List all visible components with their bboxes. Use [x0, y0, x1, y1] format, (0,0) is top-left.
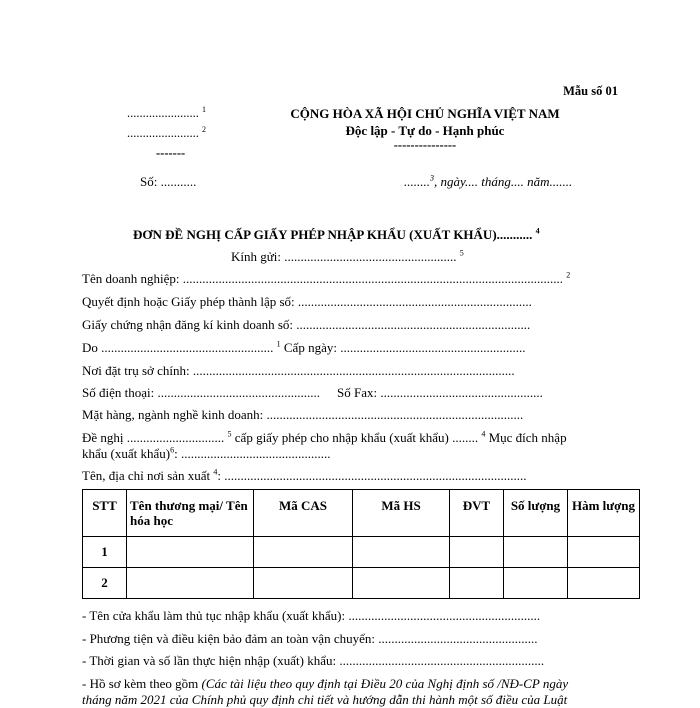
form-number: Mẫu số 01: [563, 84, 618, 98]
table-row: [83, 568, 640, 599]
table-cell: [504, 537, 568, 568]
row-number: 2: [83, 568, 127, 599]
document-number: Số: ...........: [140, 174, 197, 189]
form-title: ĐƠN ĐỀ NGHỊ CẤP GIẤY PHÉP NHẬP KHẨU (XUẤT KHẨU)........... $^4$: [133, 226, 540, 242]
table-cell: [353, 568, 450, 599]
country-name: CỘNG HÒA XÃ HỘI CHỦ NGHĨA VIỆT NAM: [290, 106, 560, 121]
header-trade-name: Tên thương mại/ Tên hóa học: [127, 490, 254, 537]
chemical-table: [82, 489, 640, 599]
attachments-note-continued: tháng năm 2021 của Chính phủ quy định chi tiết và hướng dẫn thi hành một số điều của Luật: [82, 692, 568, 707]
certificate-field: Giấy chứng nhận đăng kí kinh doanh số: ........................................................................: [82, 317, 531, 332]
table-cell: [254, 568, 353, 599]
table-cell: [127, 568, 254, 599]
header-left-dash: -------: [156, 146, 186, 160]
phone-field: Số điện thoại: ..................................................: [82, 385, 320, 400]
address-field: Nơi đặt trụ sở chính: ...................................................................................................: [82, 363, 515, 378]
request-field: Đề nghị .............................. $^5$ cấp giấy phép cho nhập khẩu (xuất khẩu) ........ $^4$ Mục đích nhập: [82, 429, 567, 445]
table-cell: [254, 537, 353, 568]
header-quantity: Số lượng: [504, 490, 568, 537]
recipient: Kính gửi: ..................................................... $^5$: [231, 248, 464, 264]
company-name-field: Tên doanh nghiệp: ..................................................................................................................... $^2$: [82, 270, 571, 286]
table-cell: [568, 537, 640, 568]
header-left-line2: ....................... $^2$: [127, 124, 206, 140]
attachments-note: - Hồ sơ kèm theo gồm (Các tài liệu theo quy định tại Điều 20 của Nghị định số /NĐ-CP ngày: [82, 676, 569, 691]
header-left-line1: ....................... $^1$: [127, 104, 206, 120]
table-cell: [353, 537, 450, 568]
header-unit: ĐVT: [450, 490, 504, 537]
table-cell: [450, 537, 504, 568]
table-cell: [127, 537, 254, 568]
decision-field: Quyết định hoặc Giấy phép thành lập số: ........................................................................: [82, 294, 532, 309]
header-cas: Mã CAS: [254, 490, 353, 537]
producer-field: Tên, địa chỉ nơi sản xuất $^4$: .............................................................................................: [82, 467, 527, 483]
header-hs: Mã HS: [353, 490, 450, 537]
table-cell: [504, 568, 568, 599]
border-gate-note: - Tên cửa khẩu làm thủ tục nhập khẩu (xuất khẩu): ...........................................................: [82, 608, 541, 623]
issuer-field: Do ..................................................... $^1$ Cấp ngày: .........................................................: [82, 339, 526, 355]
transport-note: - Phương tiện và điều kiện bảo đảm an toàn vận chuyển: .................................................: [82, 631, 538, 646]
table-header-row: [83, 490, 640, 537]
motto-underline: ---------------: [393, 138, 457, 152]
table-cell: [450, 568, 504, 599]
business-field: Mặt hàng, ngành nghề kinh doanh: ...............................................................................: [82, 407, 524, 422]
row-number: 1: [83, 537, 127, 568]
time-note: - Thời gian và số lần thực hiện nhập (xuất) khẩu: ...............................................................: [82, 653, 545, 668]
place-date: ........$^3$, ngày.... tháng.... năm.......: [404, 173, 573, 189]
table-row: [83, 537, 640, 568]
header-content: Hàm lượng: [568, 490, 640, 537]
motto: Độc lập - Tự do - Hạnh phúc: [345, 123, 505, 138]
fax-field: Số Fax: ..................................................: [337, 385, 543, 400]
table-cell: [568, 568, 640, 599]
purpose-field: khẩu (xuất khẩu)$^6$: ..............................................: [82, 445, 331, 461]
header-stt: STT: [83, 490, 127, 537]
